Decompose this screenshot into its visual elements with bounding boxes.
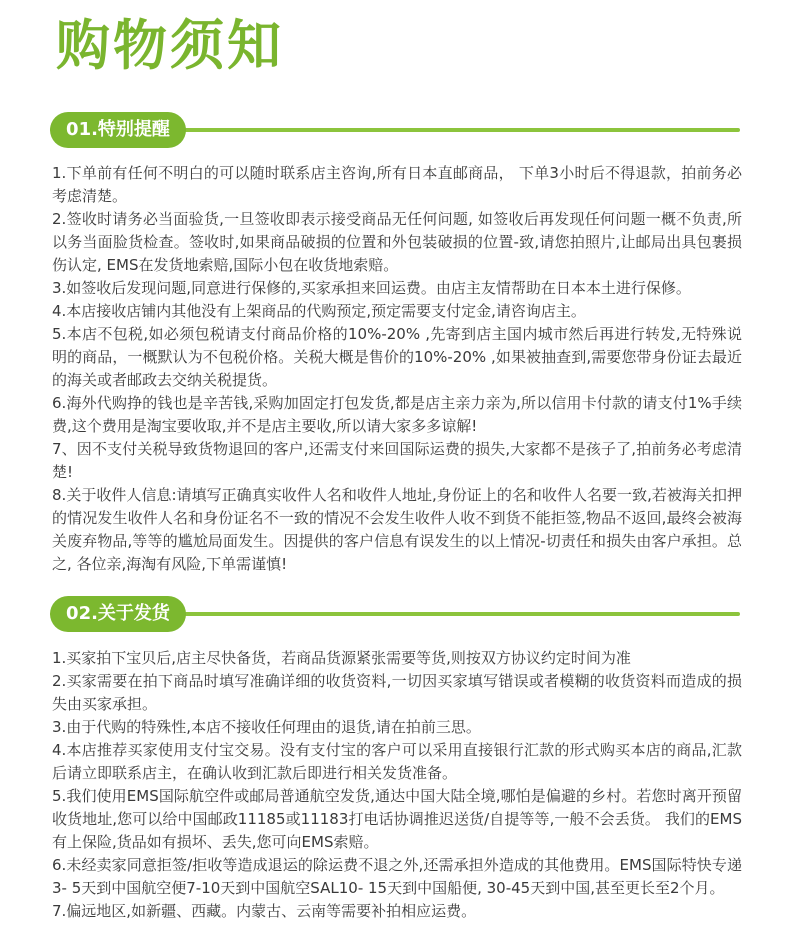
list-item: 3.由于代购的特殊性,本店不接收任何理由的退货,请在拍前三思。: [52, 718, 481, 736]
list-item: 6.未经卖家同意拒签/拒收等造成退运的除运费不退之外,还需承担外造成的其他费用。EMS国际特快专递3- 5天到中国航空便7-10天到中国航空SAL10- 15天到中国船便, 30-45天到中国,甚至更长至2个月。: [52, 856, 742, 897]
list-item: 4.本店推荐买家使用支付宝交易。没有支付宝的客户可以采用直接银行汇款的形式购买本店的商品,汇款后请立即联系店主，在确认收到汇款后即进行相关发货准备。: [52, 741, 742, 782]
list-item: 2.买家需要在拍下商品时填写准确详细的收货资料,一切因买家填写错误或者模糊的收货资料而造成的损失由买家承担。: [52, 672, 742, 713]
list-item: 4.本店接收店铺内其他没有上架商品的代购预定,预定需要支付定金,请咨询店主。: [52, 302, 586, 320]
list-item: 7.偏远地区,如新疆、西藏。内蒙古、云南等需要补拍相应运费。: [52, 902, 477, 920]
list-item: 1.买家拍下宝贝后,店主尽快备货，若商品货源紧张需要等货,则按双方协议约定时间为准: [52, 649, 631, 667]
list-item: 7、因不支付关税导致货物退回的客户,还需支付来回国际运费的损失,大家都不是孩子了,拍前务必考虑清楚!: [52, 440, 742, 481]
section-header-shipping: [50, 596, 740, 632]
list-item: 5.我们使用EMS国际航空件或邮局普通航空发货,通达中国大陆全境,哪怕是偏避的乡村。若您时离开预留收货地址,您可以给中国邮政11185或11183打电话协调推迟送货/自提等等,一般不会丢货。 我们的EMS有上保险,货品如有损坏、丢失,您可向EMS索赔。: [52, 787, 742, 851]
shipping-list: [52, 647, 742, 923]
list-item: 6.海外代购挣的钱也是辛苦钱,采购加固定打包发货,都是店主亲力亲为,所以信用卡付款的请支付1%手续费,这个费用是淘宝要收取,并不是店主要收,所以请大家多多谅解!: [52, 394, 742, 435]
list-item: 5.本店不包税,如必须包税请支付商品价格的10%-20% ,先寄到店主国内城市然后再进行转发,无特殊说明的商品，一概默认为不包税价格。关税大概是售价的10%-20% ,如果被抽查到,需要您带身份证去最近的海关或者邮政去交纳关税提货。: [52, 325, 742, 389]
list-item: 8.关于收件人信息:请填写正确真实收件人名和收件人地址,身份证上的名和收件人名要一致,若被海关扣押的情况发生收件人名和身份证名不一致的情况不会发生收件人收不到货不能拒签,物品不返回,最终会被海关废弃物品,等等的尴尬局面发生。因提供的客户信息有误发生的以上情况-切责任和损失由客户承担。总之, 各位亲,海淘有风险,下单需谨慎!: [52, 486, 742, 573]
section-header-special-notice: [50, 112, 740, 148]
list-item: 1.下单前有任何不明白的可以随时联系店主咨询,所有日本直邮商品， 下单3小时后不得退款，拍前务必考虑清楚。: [52, 164, 742, 205]
list-item: 3.如签收后发现问题,同意进行保修的,买家承担来回运费。由店主友情帮助在日本本土进行保修。: [52, 279, 691, 297]
special-notice-list: [52, 162, 742, 576]
list-item: 2.签收时请务必当面验货,一旦签收即表示接受商品无任何问题, 如签收后再发现任何问题一概不负责,所以务当面脸货检查。签收时,如果商品破损的位置和外包装破损的位置-致,请您拍照片,让邮局出具包裹损伤认定, EMS在发货地索赔,国际小包在收货地索赔。: [52, 210, 742, 274]
section-heading: 02.关于发货: [50, 596, 186, 632]
section-heading: 01.特别提醒: [50, 112, 186, 148]
page-title: 购物须知: [56, 14, 284, 77]
